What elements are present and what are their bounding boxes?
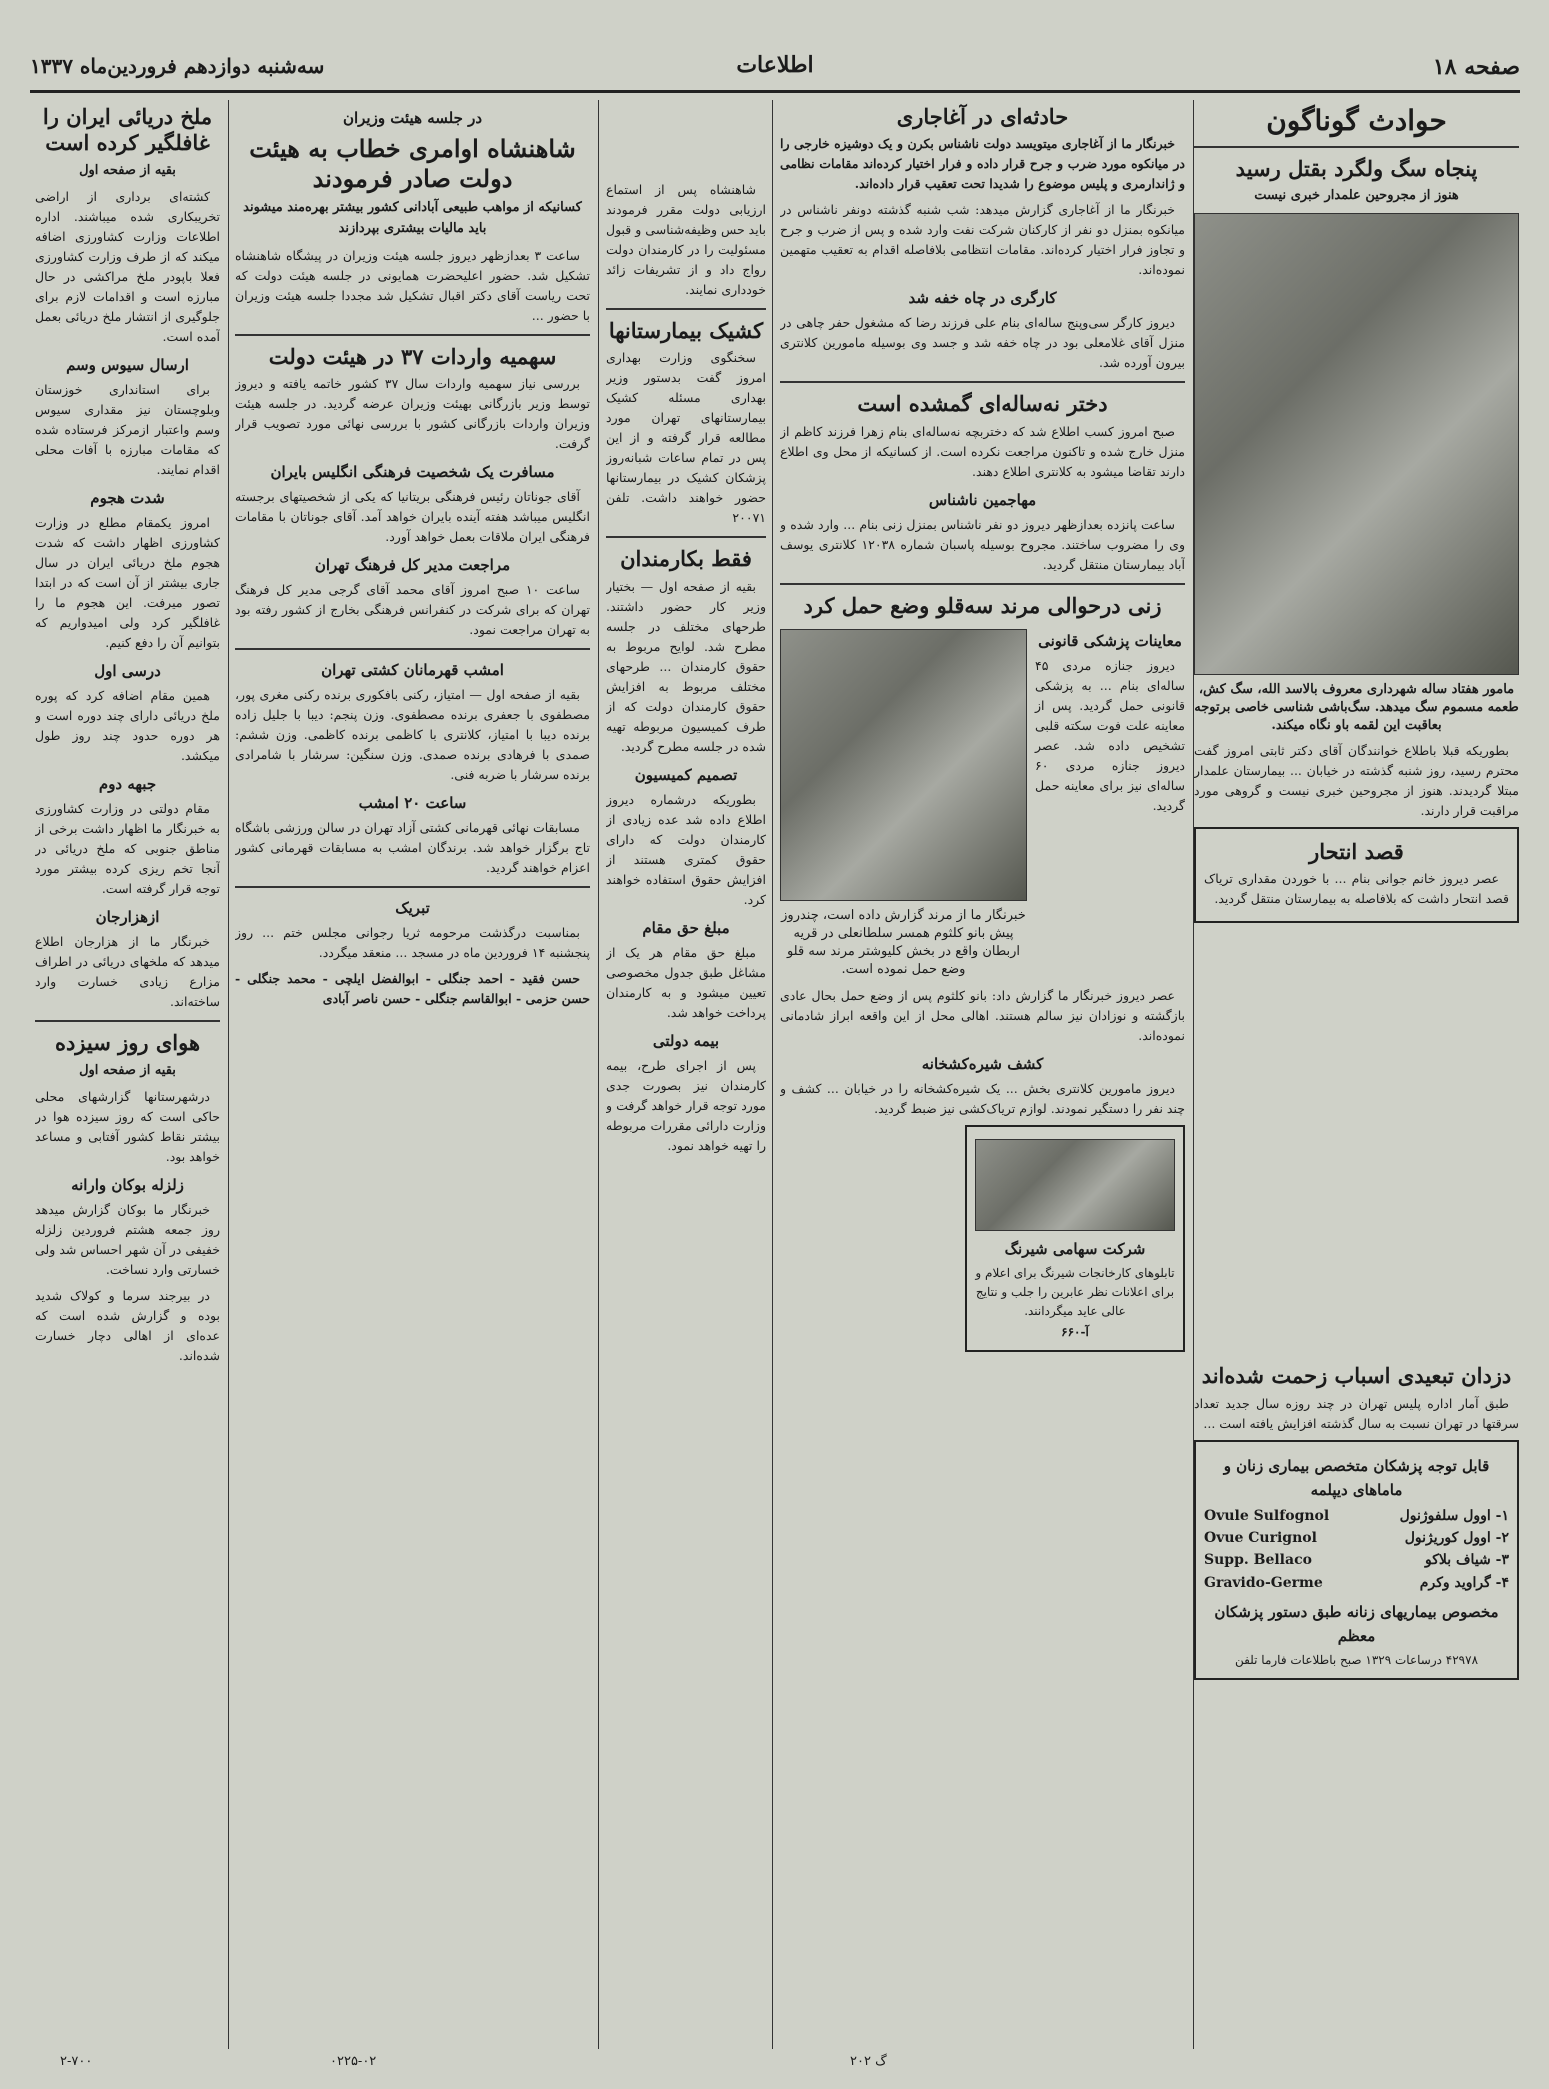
story-headline: سهمیه واردات ۳۷ در هیئت دولت [268,343,557,369]
story-headline: کشیک بیمارستانها [608,318,764,343]
column-rule [1193,100,1194,2049]
story-body: سخنگوی وزارت بهداری امروز گفت بدستور وزیر بهداری مسئله کشیک بیمارستانهای تهران مورد مطالعه قرار گرفته و از این پس در تمام ساعات شبانه‌روز پزشکان کشیک در بیمارستانها حضور خواهند داشت. تلفن ۲۰۰۷۱ [606,350,766,526]
section-title: حوادث گوناگون [1266,104,1447,137]
story-body: مبلغ حق مقام هر یک از مشاغل طبق جدول مخصوصی تعیین میشود و به کارمندان پرداخت خواهد شد. [606,944,766,1020]
story-headline: مسافرت یک شخصیت فرهنگی انگلیس بایران [270,462,555,481]
story-headline: هوای روز سیزده [54,1030,201,1056]
story-body: درشهرستانها گزارشهای محلی حاکی است که روز سیزده هوا در بیشتر نقاط کشور آفتابی و مساعد خواهد بود. [35,1089,220,1165]
story-body: ساعت ۳ بعدازظهر دیروز جلسه هیئت وزیران در پیشگاه شاهنشاه تشکیل شد. حضور اعلیحضرت همایونی در جلسه هیئت دولت که تحت ریاست آقای دکتر اقبال تشکیل شد مجددا جلسه هیئت وزیران با حضور ... [235,247,590,323]
story-body: خبرنگار ما از هزارجان اطلاع میدهد که ملخهای دریائی در اطراف مزارع زیادی خسارت وارد ساخته‌اند. [35,934,220,1010]
story-lead: خبرنگار ما از آغاجاری میتویسد دولت ناشناس بکرن و یک دوشیزه خارجی را در میانکوه مورد ضرب و جرح قرار داده و فرار اختیار کرده‌اند مقامات نظامی و ژاندارمری و پلیس موضوع را شدیدا تحت تعقیب قرار داده‌اند. [780,136,1185,192]
shirang-ad [965,1125,1185,1353]
story-body: برای استانداری خوزستان وبلوچستان نیز مقداری سیوس وسم واعتبار ازمرکز فرستاده شده که مقامات مبارزه با آفات محلی اقدام نمایند. [35,382,220,478]
ad-item: ۴- گراوید وکرم Gravido-Germe [1204,1574,1509,1591]
issue-date: سه‌شنبه دوازدهم فروردین‌ماه ۱۳۳۷ [30,54,325,78]
story-body: همین مقام اضافه کرد که پوره ملخ دریائی دارای چند دوره است و هر دوره حدود چند روز طول میکشد. [35,688,220,764]
story-headline: تبریک [395,898,430,917]
ad-phone: آ-۶۶۰ [1061,1325,1089,1340]
story-body: خبرنگار ما بوکان گزارش میدهد روز جمعه هشتم فروردین زلزله خفیفی در آن شهر احساس شد ولی خسارتی وارد نساخت. [35,1202,220,1278]
story-body: بقیه از صفحه اول — بختیار وزیر کار حضور داشتند. طرحهای مختلف در جلسه مطرح شد. لوایح مربوط به حقوق کارمندان ... طرحهای مختلف مربوط به افزایش حقوق کارمندان دولت که از طرف کمیسیون مربوطه تهیه شده در جلسه مطرح گردید. [606,578,766,754]
story-body: ساعت ۱۰ صبح امروز آقای محمد آقای گرجی مدیر کل فرهنگ تهران که برای شرکت در کنفرانس فرهنگی بخارج از کشور رفته بود به تهران مراجعت نمود. [235,581,590,637]
main-subheadline: کسانیکه از مواهب طبیعی آبادانی کشور بیشتر بهره‌مند میشوند باید مالیات بیشتری بپردازند [243,200,582,236]
story-row [780,623,1185,986]
column-rule [598,100,599,2049]
story-headline: ملخ دریائی ایران را غافلگیر کرده است [42,104,213,156]
side-story [1035,623,1185,986]
divider [780,381,1185,383]
ad-phone: ۴۲۹۷۸ درساعات ۱۳۲۹ صبح باطلاعات فارما تلفن [1234,1653,1479,1668]
story-body: بررسی نیاز سهمیه واردات سال ۳۷ کشور خاتمه یافته و دیروز توسط وزیر بازرگانی بهیئت وزیران عرضه گردید. در جلسه هیئت وزیران واردات بازرگانی کشور با بررسی نهائی مورد تصویب قرار گرفت. [235,375,590,451]
story-headline: امشب قهرمانان کشتی تهران [321,660,504,679]
names-list: حسن فقید - احمد جنگلی - ابوالفضل ایلچی - محمد جنگلی - حسن حزمی - ابوالقاسم جنگلی - حسن ناصر آبادی [235,970,590,1006]
divider [1194,146,1519,148]
story-box [1194,827,1519,923]
story-body: آقای جوناتان رئیس فرهنگی بریتانیا که یکی از شخصیتهای برجسته انگلیس میباشد هفته آینده بایران خواهد آمد. آقای جوناتان با مقامات فرهنگی ایران ملاقات بعمل خواهد آورد. [235,488,590,544]
story-headline: جبهه دوم [98,775,157,794]
story-subheadline: هنوز از مجروحین علمدار خبری نیست [1254,187,1459,203]
pharma-ad [1194,1440,1519,1681]
story-body: در بیرجند سرما و کولاک شدید بوده و گزارش شده است که عده‌ای از اهالی دچار خسارت شده‌اند. [35,1288,220,1364]
story-body: دیروز مامورین کلانتری بخش ... یک شیره‌کشخانه را در خیابان ... کشف و چند نفر را دستگیر نمودند. لوازم تریاک‌کشی نیز ضبط گردید. [780,1080,1185,1116]
ad-body: تابلوهای کارخانجات شیرنگ برای اعلام و برای اعلانات نظر عابرین را جلب و نتایج عالی عاید میگردانند. [975,1265,1175,1318]
story-body: طبق آمار اداره پلیس تهران در چند روزه سال جدید تعداد سرقتها در تهران نسبت به سال گذشته افزایش یافته است ... [1194,1395,1519,1431]
ad-title: قابل توجه پزشکان متخصص بیماری زنان و ماماهای دیپلمه [1223,1456,1490,1499]
story-headline: دزدان تبعیدی اسباب زحمت شده‌اند [1201,1363,1512,1389]
story-body: بطوریکه قبلا باطلاع خوانندگان آقای دکتر ثابتی امروز گفت محترم رسید، روز شنبه گذشته در خیابان ... بیمارستان علمدار مبتلا گردیدند. هنوز از مجروحین خبری نیست و گروهی مورد مراقبت قرار دارند. [1194,743,1519,819]
story-headline: پنجاه سگ ولگرد بقتل رسید [1235,155,1478,181]
ad-item: ۲- اوول کوریژنول Ovue Curignol [1204,1530,1509,1547]
ad-item: ۳- شیاف بلاکو Supp. Bellaco [1204,1552,1509,1569]
column-2 [780,100,1185,2049]
story-headline: معاینات پزشکی قانونی [1038,631,1182,650]
footer-code: گ ۲۰۲ [850,2054,887,2069]
divider [780,583,1185,585]
story-body: پس از اجرای طرح، بیمه کارمندان نیز بصورت جدی مورد توجه قرار خواهد گرفت و وزارت دارائی مقررات مربوطه را تهیه خواهد نمود. [606,1057,766,1153]
story-headline: فقط بکارمندان [620,546,752,572]
story-headline: ارسال سیوس وسم [66,356,189,375]
ad-item: ۱- اوول سلفوژنول Ovule Sulfognol [1204,1507,1509,1524]
story-headline: درسی اول [94,662,161,681]
photo-block [780,623,1027,986]
column-5 [35,100,220,2049]
page-number: صفحه ۱۸ [1432,54,1520,80]
story-headline: زنی درحوالی مرند سه‌قلو وضع حمل کرد [803,592,1162,618]
story-body: دیروز جنازه مردی ۴۵ ساله‌ای بنام ... به پزشکی قانونی حمل گردید. پس از معاینه علت فوت سکته قلبی تشخیص داده شد. عصر دیروز جنازه مردی ۶۰ ساله‌ای نیز برای معاینه حمل گردید. [1035,657,1185,813]
masthead: اطلاعات [736,52,814,78]
story-body: مقام دولتی در وزارت کشاورزی به خبرنگار ما اظهار داشت برخی از مناطق جنوبی که ملخ دریائی در آنجا تخم ریزی کرده بیشتر مورد توجه قرار گرفته است. [35,801,220,897]
story-headline: ساعت ۲۰ امشب [358,793,467,812]
ad-footer: مخصوص بیماریهای زنانه طبق دستور پزشکان معظم [1214,1603,1499,1646]
story-body: بقیه از صفحه اول — امتیاز، رکنی بافکوری برنده رکنی مغری پور، مصطفوی با جعفری برنده مصطفوی. وزن پنجم: دیبا با جلیل زاده برنده دیبا با امتیاز، کلانتری با کاظمی برنده کاظمی. وزن ششم: صمدی با فرهادی برنده صمدی. وزن سنگین: سرشار با شامرادی برنده سرشار با ضربه فنی. [235,686,590,782]
story-body: عصر دیروز خانم جوانی بنام ... با خوردن مقداری تریاک قصد انتحار داشت که بلافاصله به بیمارستان منتقل گردید. [1204,871,1509,907]
story-headline: تصمیم کمیسیون [634,765,738,784]
photo-caption: خبرنگار ما از مرند گزارش داده است، چندروز پیش بانو کلثوم همسر سلطانعلی در قریه اربطان واقع در بخش کلیوشتر مرند سه قلو وضع حمل نموده است. [781,907,1026,978]
story-subheadline: بقیه از صفحه اول [79,1062,176,1078]
story-body: دیروز کارگر سی‌وپنج ساله‌ای بنام علی فرزند رضا که مشغول حفر چاهی در منزل آقای غلامعلی بود در چاه خفه شد و جسد وی بوسیله مامورین کلانتری بیرون آورده شد. [780,315,1185,371]
story-headline: بیمه دولتی [652,1031,720,1050]
story-headline: کشف شیره‌کشخانه [921,1054,1044,1073]
divider [35,1020,220,1022]
story-headline: مراجعت مدیر کل فرهنگ تهران [314,555,511,574]
column-rule [772,100,773,2049]
story-headline: حادثه‌ای در آغاجاری [896,104,1069,129]
story-body: خبرنگار ما از آغاجاری گزارش میدهد: شب شنبه گذشته دونفر ناشناس در میانکوه بمنزل دو نفر از کارکنان شرکت نفت وارد شده و پس از ضرب و جرح و تجاوز فرار اختیار کرده‌اند. مقامات انتظامی بلافاصله اقدام به تعقیب متهمین نموده‌اند. [780,202,1185,278]
photo-triplets [780,629,1027,901]
ad-title: شرکت سهامی شیرنگ [1004,1239,1146,1258]
story-headline: زلزله بوکان وارانه [71,1176,184,1195]
footer-left-number: ۲-۷۰۰ [60,2054,93,2069]
story-body: شاهنشاه پس از استماع ارزیابی دولت مقرر فرمودند باید حس وظیفه‌شناسی و قبول مسئولیت را در کارمندان دولت رواج داد و از تشریفات زائد خودداری نمایند. [606,182,766,297]
divider [606,308,766,310]
story-headline: ازهزارجان [95,908,160,927]
story-headline: مهاجمین ناشناس [928,490,1037,509]
story-body: صبح امروز کسب اطلاع شد که دختربچه نه‌ساله‌ای بنام زهرا فرزند کاظم از منزل خارج شده و تاکنون مراجعت نکرده است. از کسانیکه از محل وی اطلاع دارند تقاضا میشود به کلانتری اطلاع دهند. [780,423,1185,479]
footer-mid-number: ۰۲۲۵-۰۲ [330,2054,377,2069]
photo-caption: مامور هفتاد ساله شهرداری معروف بالاسد الله، سگ کش، طعمه مسموم سگ میدهد. سگ‌باشی شناسی خاصی برتوجه بعاقبت این لقمه باو نگاه میکند. [1194,681,1519,734]
divider [235,886,590,888]
ad-image [975,1139,1175,1231]
divider [606,536,766,538]
story-headline: کارگری در چاه خفه شد [908,289,1057,308]
story-body: بمناسبت درگذشت مرحومه ثریا رجوانی مجلس ختم ... روز پنجشنبه ۱۴ فروردین ماه در مسجد ... منعقد میگردد. [235,924,590,960]
divider [235,648,590,650]
headline-top: در جلسه هیئت وزیران [342,109,483,127]
divider [235,334,590,336]
column-3 [235,100,590,2049]
main-headline: شاهنشاه اوامری خطاب به هیئت دولت صادر فرمودند [249,134,576,193]
photo-dog-catcher [1194,213,1519,675]
story-headline: قصد انتحار [1309,839,1404,865]
story-body: امروز یکمقام مطلع در وزارت کشاورزی اظهار داشت که شدت هجوم ملخ دریائی ایران در سال جاری بیشتر از آن است که در ابتدا تصور میرفت. این هجوم ما را غافلگیر کرد ولی امیدواریم که بتوانیم آن را دفع کنیم. [35,515,220,651]
column-1 [1194,100,1519,2049]
story-body: ساعت پانزده بعدازظهر دیروز دو نفر ناشناس بمنزل زنی بنام ... وارد شده و وی را مضروب ساختند. مجروح بوسیله پاسبان شماره ۱۲۰۳۸ کلانتری یوسف آباد بیمارستان منتقل گردید. [780,516,1185,572]
story-body: بطوریکه درشماره دیروز اطلاع داده شد عده زیادی از کارمندان دولت که دارای حقوق کمتری هستند از افزایش حقوق استفاده خواهند کرد. [606,791,766,907]
story-body: مسابقات نهائی قهرمانی کشتی آزاد تهران در سالن ورزشی باشگاه تاج برگزار خواهد شد. برندگان امشب به مسابقات قهرمانی کشور اعزام خواهند گردید. [235,819,590,875]
story-headline: دختر نه‌ساله‌ای گمشده است [857,391,1108,417]
story-body: عصر دیروز خبرنگار ما گزارش داد: بانو کلثوم پس از وضع حمل بحال عادی بازگشته و نوزادان نیز سالم هستند. اهالی محل از این واقعه ابراز شادمانی نموده‌اند. [780,987,1185,1043]
story-headline: شدت هجوم [90,489,165,508]
story-body: کشته‌ای برداری از اراضی تخریبکاری شده میباشند. اداره اطلاعات وزارت کشاورزی اضافه میکند که از طرف وزارت کشاورزی فعلا باپودر ملخ مراکشی در حال مبارزه است و اقدامات لازم برای جلوگیری از انتشار ملخ دریائی بعمل آمده است. [35,189,220,345]
story-headline: مبلغ حق مقام [642,918,730,937]
column-4 [606,180,766,2049]
story-subheadline: بقیه از صفحه اول [79,162,176,178]
page-header [30,40,1520,93]
column-rule [228,100,229,2049]
